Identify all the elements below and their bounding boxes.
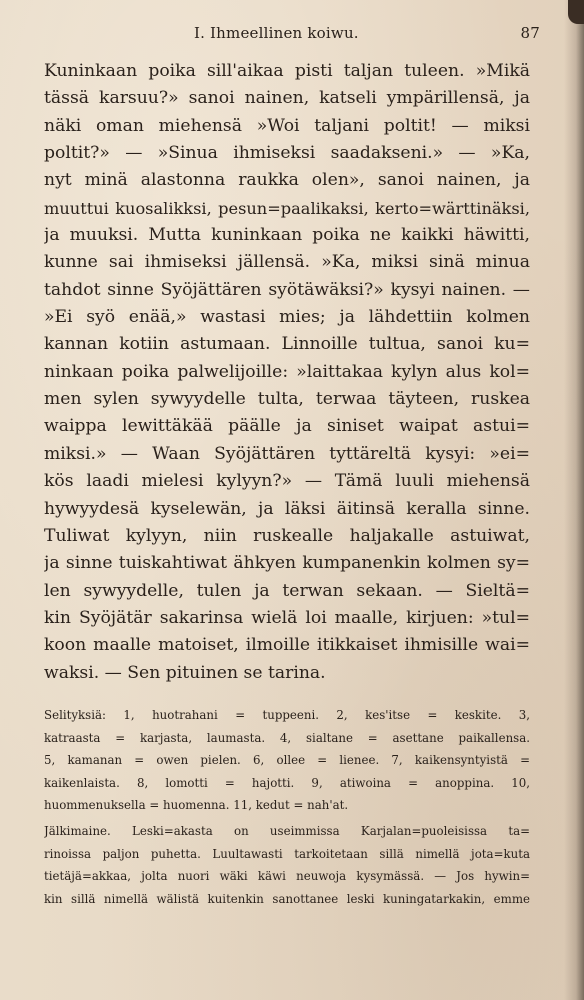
text-line: miksi.» — Waan Syöjättären tyttäreltä kysyi: »ei= <box>44 443 530 464</box>
text-line: waksi. — Sen pituinen se tarina. <box>44 662 326 683</box>
text-line: muuttui kuosalikksi, pesun=paalikaksi, kerto=wärttinäksi, <box>44 198 530 218</box>
text-line: ja sinne tuiskahtiwat ähkyen kumpanenkin kolmen sy= <box>44 553 530 574</box>
main-text <box>44 58 530 687</box>
afterword-line: Jälkimaine. Leski=akasta on useimmissa Karjalan=puoleisissa ta= <box>44 824 530 838</box>
note-line: katraasta = karjasta, laumasta. 4, sialtane = asettane paikallensa. <box>44 730 530 745</box>
running-header <box>40 24 540 48</box>
note-line: 5, kamanan = owen pielen. 6, ollee = lienee. 7, kaikensyntyistä = <box>44 753 530 768</box>
text-line: nyt minä alastonna raukka olen», sanoi nainen, ja <box>44 170 530 191</box>
text-line: ninkaan poika palwelijoille: »laittakaa kylyn alus kol= <box>44 361 530 382</box>
text-line: hywyydesä kyselewän, ja läksi äitinsä keralla sinne. <box>44 498 530 519</box>
text-line: Kuninkaan poika sill'aikaa pisti taljan tuleen. »Mikä <box>44 61 530 81</box>
afterword-line: rinoissa paljon puhetta. Luultawasti tarkoitetaan sillä nimellä jota=kuta <box>44 846 530 861</box>
page-corner <box>568 0 584 24</box>
afterword-line: kin sillä nimellä wälistä kuitenkin sanottanee leski kuningatarkakin, emme <box>44 892 530 907</box>
afterword <box>44 820 530 911</box>
note-line: kaikenlaista. 8, lomotti = hajotti. 9, atiwoina = anoppina. 10, <box>44 775 530 790</box>
text-line: men sylen sywyydelle tulta, terwaa täyteen, ruskea <box>44 389 530 410</box>
text-line: ja muuksi. Mutta kuninkaan poika ne kaikki häwitti, <box>44 225 530 246</box>
text-line: kin Syöjätär sakarinsa wielä loi maalle, kirjuen: »tul= <box>44 607 530 628</box>
text-line: tässä karsuu?» sanoi nainen, katseli ympärillensä, ja <box>44 88 530 109</box>
text-line: Tuliwat kylyyn, niin ruskealle haljakalle astuiwat, <box>44 525 530 546</box>
text-line: koon maalle matoiset, ilmoille itikkaiset ihmisille wai= <box>44 635 530 656</box>
note-line: Selityksiä: 1, huotrahani = tuppeeni. 2, kes'itse = keskite. 3, <box>44 708 530 722</box>
text-line: tahdot sinne Syöjättären syötäwäksi?» kysyi nainen. — <box>44 279 530 300</box>
running-title: I. Ihmeellinen koiwu. <box>194 24 359 42</box>
text-line: kös laadi mielesi kylyyn?» — Tämä luuli miehensä <box>44 471 530 492</box>
note-line: huommenuksella = huomenna. 11, kedut = nah'at. <box>44 798 349 813</box>
text-line: len sywyydelle, tulen ja terwan sekaan. — Sieltä= <box>44 580 530 601</box>
page-number: 87 <box>520 24 540 42</box>
afterword-line: tietäjä=akkaa, jolta nuori wäki käwi neuwoja kysymässä. — Jos hywin= <box>44 869 530 884</box>
text-line: kunne sai ihmiseksi jällensä. »Ka, miksi sinä minua <box>44 252 530 273</box>
text-line: »Ei syö enää,» wastasi mies; ja lähdettiin kolmen <box>44 307 530 328</box>
text-line: kannan kotiin astumaan. Linnoille tultua, sanoi ku= <box>44 334 530 355</box>
text-line: näki oman miehensä »Woi taljani poltit! — miksi <box>44 115 530 136</box>
text-line: waippa lewittäkää päälle ja siniset waipat astui= <box>44 416 530 437</box>
text-line: poltit?» — »Sinua ihmiseksi saadakseni.» — »Ka, <box>44 143 530 164</box>
page-edge-shadow <box>564 0 584 1000</box>
explanatory-notes <box>44 704 530 817</box>
